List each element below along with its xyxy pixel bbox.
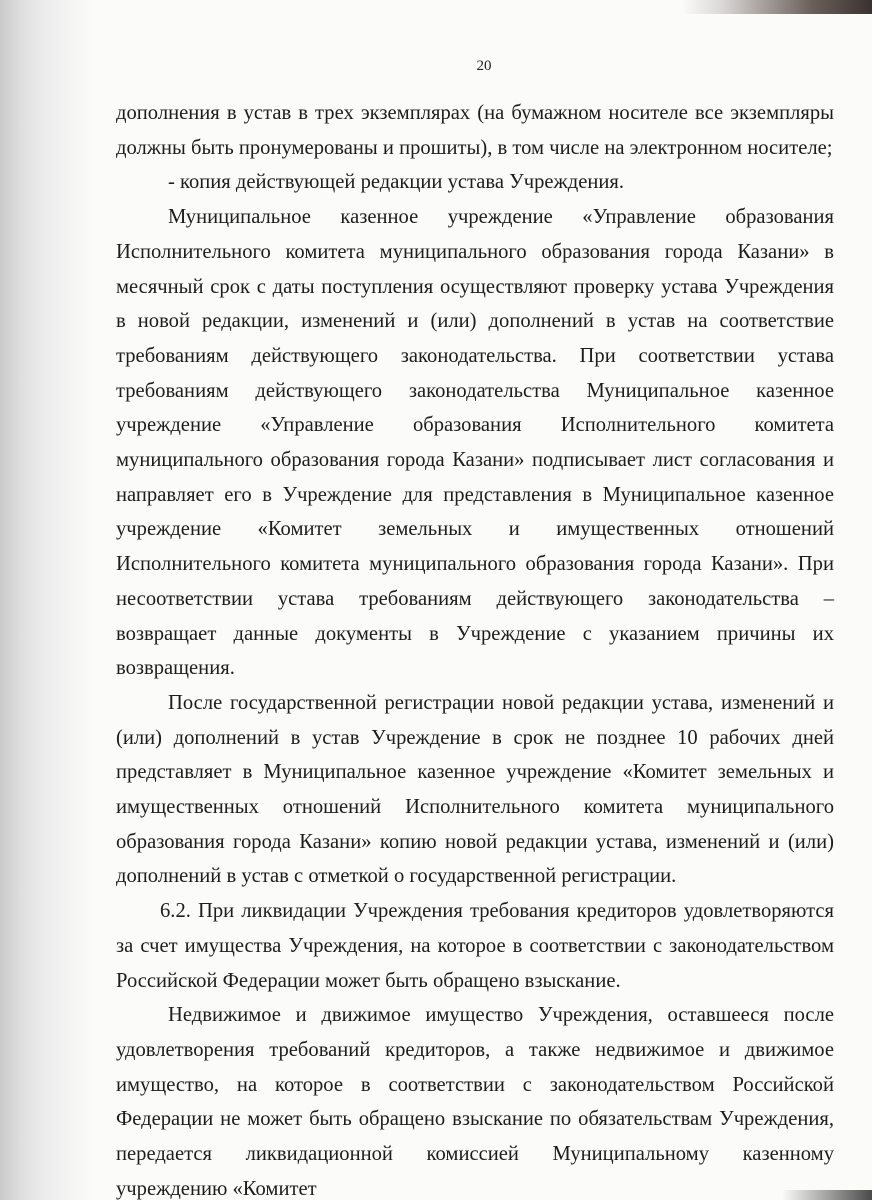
paragraph-continuation: дополнения в устав в трех экземплярах (на бумажном носителе все экземпляры должны быть пронумерованы и прошиты), в том числе на электронном носителе; (116, 102, 834, 159)
scan-edge-shadow (0, 0, 95, 1200)
scan-corner-shadow (682, 0, 872, 14)
paragraph-registration: После государственной регистрации новой редакции устава, изменений и (или) дополнений в устав Учреждение в срок не позднее 10 рабочих дней представляет в Муниципальное казенное учреждение «Комитет земельных и имущественных отношений Исполнительного комитета муниципального образования города Казани» копию новой редакции устава, изменений и (или) дополнений в устав с отметкой о государственной регистрации. (116, 691, 834, 888)
paragraph-liquidation: 6.2. При ликвидации Учреждения требования кредиторов удовлетворяются за счет имущества Учреждения, на которое в соответствии с законодательством Российской Федерации может быть обращено взыскание. (116, 900, 834, 992)
paragraph-review: Муниципальное казенное учреждение «Управление образования Исполнительного комитета муниципального образования города Казани» в месячный срок с даты поступления осуществляют проверку устава Учреждения в новой редакции, изменений и (или) дополнений в устав на соответствие требованиям действующего законодательства. При соответствии устава требованиям действующего законодательства Муниципальное казенное учреждение «Управление образования Исполнительного комитета муниципального образования города Казани» подписывает лист согласования и направляет его в Учреждение для представления в Муниципальное казенное учреждение «Комитет земельных и имущественных отношений Исполнительного комитета муниципального образования города Казани». При несоответствии устава требованиям действующего законодательства – возвращает данные документы в Учреждение с указанием причины их возвращения. (116, 206, 834, 680)
paragraph-list-item: - копия действующей редакции устава Учреждения. (168, 171, 625, 194)
page-number: 20 (476, 58, 492, 74)
paragraph-property: Недвижимое и движимое имущество Учреждения, оставшееся после удовлетворения требований кредиторов, а также недвижимое и движимое имущество, на которое в соответствии с законодательством Российской Федерации не может быть обращено взыскание по обязательствам Учреждения, передается ликвидационной комиссией Муниципальному казенному учреждению «Комитет (116, 1004, 834, 1200)
document-body (116, 96, 834, 1200)
